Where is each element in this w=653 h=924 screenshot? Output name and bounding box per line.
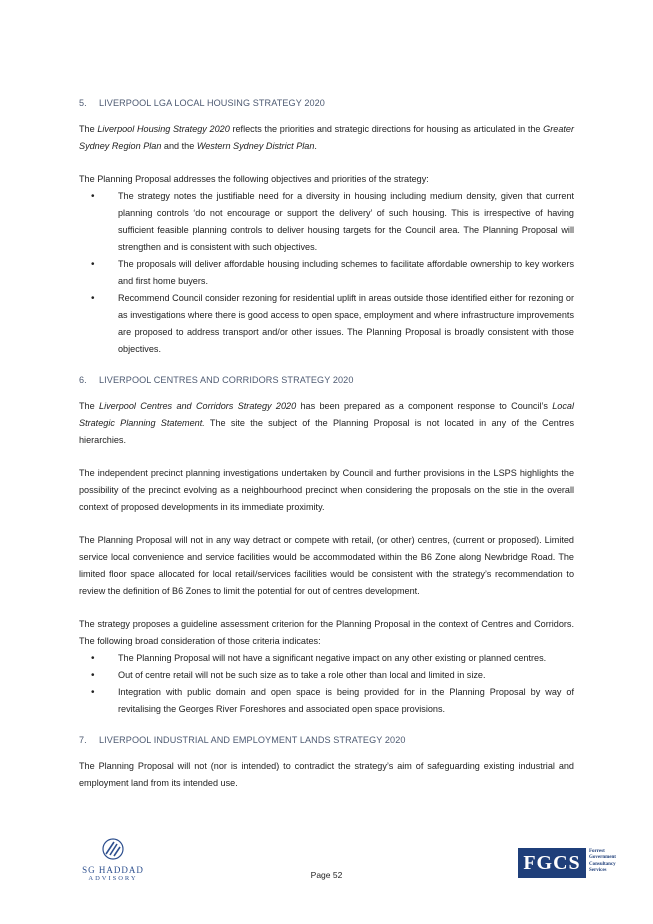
section-title: LIVERPOOL LGA LOCAL HOUSING STRATEGY 2020 [99,98,325,108]
section-5-paragraph-2: The Planning Proposal addresses the following objectives and priorities of the strategy: [79,174,429,184]
page-number: Page 52 [310,870,343,880]
sg-haddad-mark-icon [102,838,124,860]
section-5-bullet-list [79,188,574,358]
section-6-paragraph-1: The Liverpool Centres and Corridors Strategy 2020 has been prepared as a component response to Council’s Local Strategic Planning Statement. The site the subject of the Planning Proposal is not located in any of the Centres hierarchies. [79,401,575,445]
section-number: 6. [79,375,87,385]
fgcs-logo [518,848,622,882]
document-body [79,95,574,792]
section-5-heading [79,95,574,112]
section-title: LIVERPOOL INDUSTRIAL AND EMPLOYMENT LANDS STRATEGY 2020 [99,735,406,745]
section-7-paragraph-1: The Planning Proposal will not (nor is intended) to contradict the strategy’s aim of safeguarding existing industrial and employment land from its intended use. [79,761,574,788]
page-footer [0,838,653,888]
fgcs-mark: FGCS [518,848,586,878]
logo-line-2: ADVISORY [88,875,138,882]
section-number: 5. [79,98,87,108]
list-item: • Recommend Council consider rezoning for residential uplift in areas outside those identified either for rezoning or as investigations where there is good access to open space, employment and where infrastructure improvements are proposed to address transport and/or other issues. The Planning Proposal is broadly consistent with those objectives. [79,290,574,358]
section-title: LIVERPOOL CENTRES AND CORRIDORS STRATEGY 2020 [99,375,354,385]
list-item: • Integration with public domain and open space is being provided for in the Planning Proposal by way of revitalising the Georges River Foreshores and associated open space provisions. [79,684,574,718]
section-6-paragraph-4: The strategy proposes a guideline assessment criterion for the Planning Proposal in the context of Centres and Corridors. The following broad consideration of those criteria indicates: [79,619,574,646]
logo-line-1: SG HADDAD [82,865,144,875]
section-7-heading [79,732,574,749]
section-5-paragraph-1: The Liverpool Housing Strategy 2020 reflects the priorities and strategic directions for housing as articulated in the Greater Sydney Region Plan and the Western Sydney District Plan. [79,124,575,151]
section-6-heading [79,372,574,389]
section-6-bullet-list [79,650,574,718]
section-number: 7. [79,735,87,745]
fgcs-text: Forrest Government Consultancy Services [589,849,616,873]
list-item: • The strategy notes the justifiable need for a diversity in housing including medium density, given that current planning controls ‘do not encourage or support the delivery’ of such housing. This is irrespective of having sufficient feasible planning controls to deliver housing targets for the Council area. The Planning Proposal will strengthen and is consistent with such objectives. [79,188,574,256]
section-6-paragraph-3: The Planning Proposal will not in any way detract or compete with retail, (or other) centres, (current or proposed). Limited service local convenience and service facilities would be accommodated within the B6 Zone along Newbridge Road. The limited floor space allocated for local retail/services facilities would be consistent with the strategy’s recommendation to review the definition of B6 Zones to limit the potential for out of centres development. [79,535,574,596]
list-item: • Out of centre retail will not be such size as to take a role other than local and limited in size. [79,667,574,684]
list-item: • The proposals will deliver affordable housing including schemes to facilitate affordable ownership to key workers and first home buyers. [79,256,574,290]
section-6-paragraph-2: The independent precinct planning investigations undertaken by Council and further provisions in the LSPS highlights the possibility of the precinct evolving as a neighbourhood precinct when considering the proposals on the stie in the overall context of proposed developments in its immediate proximity. [79,468,574,512]
list-item: • The Planning Proposal will not have a significant negative impact on any other existing or planned centres. [79,650,574,667]
